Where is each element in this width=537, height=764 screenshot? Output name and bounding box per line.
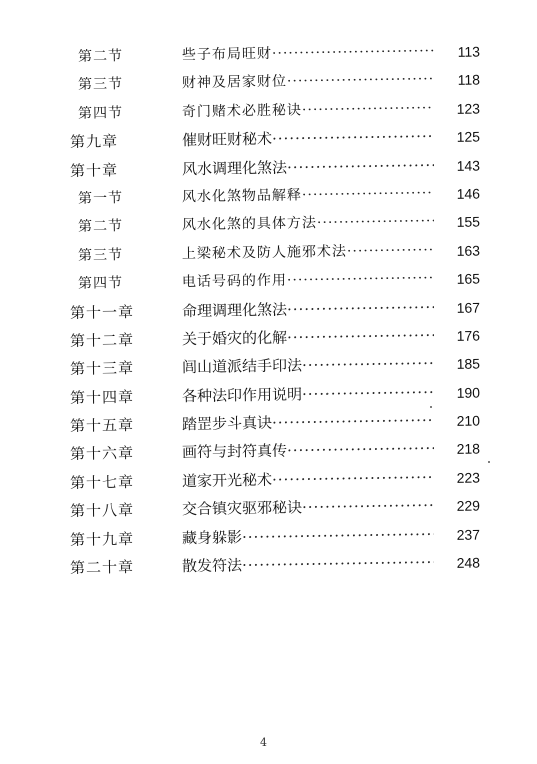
toc-entry-page: 125 xyxy=(456,128,481,146)
toc-entry-label: 第十七章 xyxy=(69,472,135,492)
toc-entry-title: 闾山道派结手印法 ····· xyxy=(182,353,434,378)
toc-entry-label: 第十九章 xyxy=(69,529,135,549)
toc-entry-label: 第十二章 xyxy=(69,330,135,350)
toc-entry-title: 财神及居家财位 ····· xyxy=(182,69,434,93)
toc-entry-label: 第三节 xyxy=(77,246,124,264)
toc-entry-page: 248 xyxy=(456,554,481,571)
footer-page-number: 4 xyxy=(260,736,267,749)
toc-entry-title: 上梁秘术及防人施邪术法 ····· xyxy=(182,239,434,263)
toc-entry-page: 123 xyxy=(456,100,481,117)
toc-entry xyxy=(70,546,490,581)
toc-entry-page: 165 xyxy=(456,270,481,288)
toc-entry-page: 237 xyxy=(456,526,481,543)
toc-entry-title: 关于婚灾的化解 ····· xyxy=(182,324,434,349)
toc-entry-page: 163 xyxy=(456,242,481,259)
toc-entry-title: 道家开光秘术 ····· xyxy=(182,466,434,491)
toc-entry-title: 电话号码的作用 ····· xyxy=(182,267,434,291)
toc-entry-title: 风水调理化煞法 ····· xyxy=(182,154,434,179)
toc-entry-title: 风水化煞物品解释 ····· xyxy=(182,182,434,206)
toc-entry-title: 奇门赌术必胜秘诀 ····· xyxy=(182,97,434,121)
toc-entry-label: 第二节 xyxy=(77,48,124,65)
scan-speck xyxy=(326,393,328,395)
toc-entry-label: 第十四章 xyxy=(69,387,135,407)
toc-entry-page: 185 xyxy=(456,355,481,373)
toc-entry-page: 218 xyxy=(456,441,481,458)
toc-entry-label: 第十章 xyxy=(69,160,119,180)
toc-entry-label: 第十八章 xyxy=(69,501,135,521)
toc-entry-title: 画符与封符真传 ····· xyxy=(182,438,434,463)
toc-entry-label: 第十一章 xyxy=(69,302,135,322)
scan-speck xyxy=(430,406,432,408)
table-of-contents xyxy=(70,42,490,581)
toc-entry-page: 190 xyxy=(456,384,481,401)
toc-entry-label: 第二节 xyxy=(77,218,124,236)
toc-entry-page: 146 xyxy=(456,185,481,202)
toc-entry-title: 藏身躲影 ····· xyxy=(182,523,434,548)
toc-entry-page: 229 xyxy=(456,497,481,515)
toc-entry-page: 113 xyxy=(457,43,481,60)
toc-entry-title: 命理调理化煞法 ····· xyxy=(182,296,434,321)
toc-entry-title: 些子布局旺财 ····· xyxy=(182,40,434,64)
toc-entry-label: 第一节 xyxy=(77,190,124,207)
toc-entry-label: 第四节 xyxy=(77,275,124,292)
toc-entry-label: 第十三章 xyxy=(69,359,135,379)
toc-entry-title: 散发符法 ····· xyxy=(182,551,434,576)
toc-entry-page: 143 xyxy=(456,157,481,174)
toc-entry-label: 第二十章 xyxy=(69,558,135,578)
toc-entry-title: 交合镇灾驱邪秘诀 ····· xyxy=(182,495,434,520)
toc-entry-label: 第十五章 xyxy=(69,416,135,436)
toc-entry-label: 第三节 xyxy=(77,76,124,94)
toc-entry-page: 118 xyxy=(457,71,481,89)
toc-entry-page: 223 xyxy=(456,469,481,486)
toc-entry-label: 第九章 xyxy=(69,132,119,152)
toc-entry-label: 第四节 xyxy=(77,104,124,122)
scan-speck xyxy=(488,461,490,463)
toc-entry-title: 踏罡步斗真诀 ····· xyxy=(182,409,434,434)
toc-entry-label: 第十六章 xyxy=(69,444,135,464)
toc-entry-page: 167 xyxy=(456,299,481,316)
toc-entry-page: 176 xyxy=(456,327,481,344)
toc-entry-page: 210 xyxy=(456,412,481,430)
toc-entry-title: 各种法印作用说明 ····· xyxy=(182,381,434,406)
toc-entry-title: 风水化煞的具体方法 ····· xyxy=(182,211,434,235)
toc-entry-title: 催财旺财秘术 ····· xyxy=(182,125,434,150)
toc-entry-page: 155 xyxy=(456,213,481,231)
